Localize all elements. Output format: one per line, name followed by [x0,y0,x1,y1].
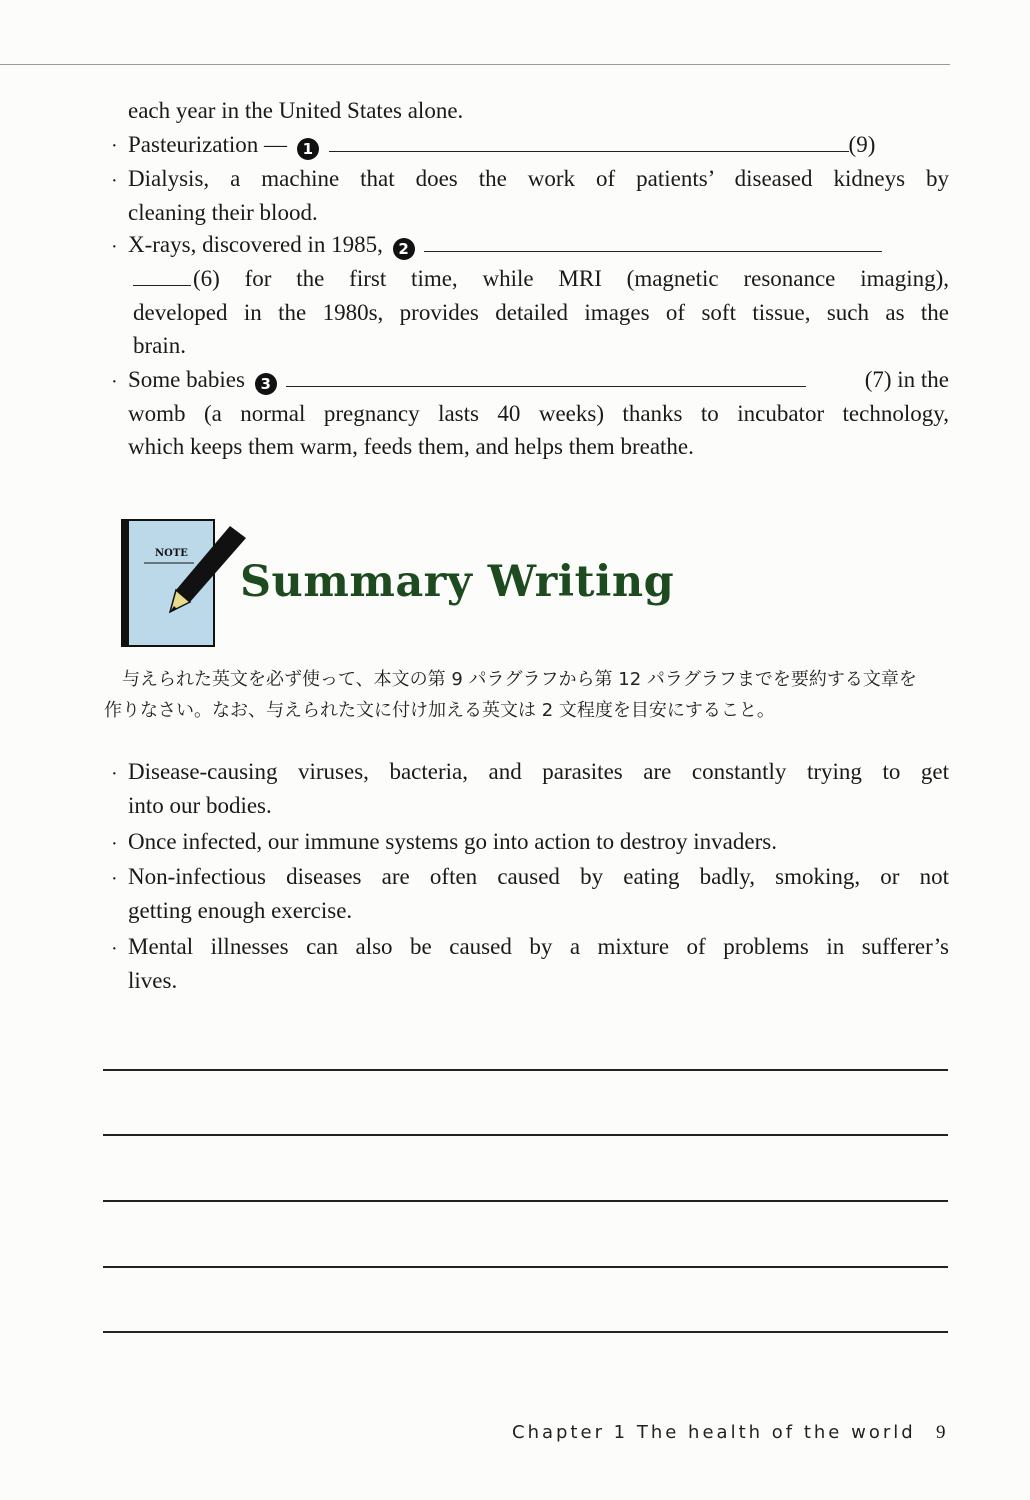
bullet: · [111,371,118,393]
writing-line[interactable] [103,1266,948,1268]
item-label: X-rays, discovered in 1985, [128,232,383,257]
passage-line: which keeps them warm, feeds them, and helps them breathe. [128,434,694,459]
writing-line[interactable] [103,1200,948,1202]
passage-line: (7) in the [864,367,949,392]
blank-marker-3: 3 [255,373,277,395]
summary-point-1: Disease-causing viruses, bacteria, and parasites are constantly trying to get [128,759,949,784]
writing-line[interactable] [103,1331,948,1333]
chapter-footer: Chapter 1 The health of the world [512,1422,916,1443]
writing-line[interactable] [103,1069,948,1071]
section-title: Summary Writing [240,557,675,607]
passage-line: brain. [133,333,187,358]
passage-line: developed in the 1980s, provides detailed images of soft tissue, such as the [133,300,949,325]
item-xrays [128,228,882,262]
item-label: Pasteurization — [128,132,288,157]
item-pasteurization [128,128,875,162]
passage-line: (6) for the first time, while MRI (magnetic resonance imaging), [193,266,949,291]
item-babies [128,363,806,397]
item-label: Some babies [128,367,245,392]
blank-marker-1: 1 [297,138,319,160]
top-rule [0,64,950,65]
bullet: · [111,170,118,192]
bullet: · [111,236,118,258]
summary-point-3: Non-infectious diseases are often caused by eating badly, smoking, or not [128,864,949,889]
summary-point-3-cont: getting enough exercise. [128,898,353,923]
summary-point-2: Once infected, our immune systems go into action to destroy invaders. [128,829,777,854]
blank-marker-2: 2 [393,238,415,260]
writing-line[interactable] [103,1134,948,1136]
bullet: · [111,833,118,855]
bullet: · [111,938,118,960]
bullet: · [111,868,118,890]
word-count: (9) [848,132,876,157]
summary-point-1-cont: into our bodies. [128,793,272,818]
answer-blank-3[interactable] [286,364,806,387]
bullet: · [111,135,118,157]
item-xrays-cont [133,262,191,296]
summary-point-4: Mental illnesses can also be caused by a mixture of problems in sufferer’s [128,934,949,959]
summary-point-4-cont: lives. [128,968,178,993]
passage-line: Dialysis, a machine that does the work of patients’ diseased kidneys by [128,166,949,191]
answer-blank-1[interactable] [329,129,849,152]
page-number: 9 [936,1422,946,1443]
instruction-line: 与えられた英文を必ず使って、本文の第 9 パラグラフから第 12 パラグラフまでを要約する文章を [122,669,917,690]
note-pencil-icon [120,518,250,655]
instruction-line: 作りなさい。なお、与えられた文に付け加える英文は 2 文程度を目安にすること。 [104,700,775,721]
passage-line: cleaning their blood. [128,200,318,225]
passage-line: each year in the United States alone. [128,98,464,123]
bullet: · [111,763,118,785]
answer-blank-2[interactable] [424,229,882,252]
note-label: NOTE [155,548,188,559]
passage-line: womb (a normal pregnancy lasts 40 weeks) thanks to incubator technology, [128,401,949,426]
answer-blank-2-cont[interactable] [133,263,191,286]
